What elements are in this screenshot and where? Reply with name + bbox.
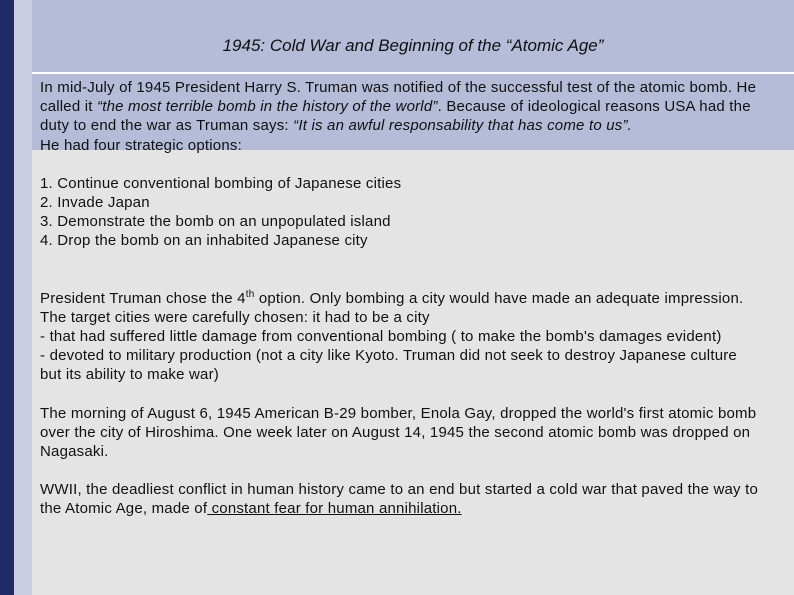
hiroshima-paragraph: The morning of August 6, 1945 American B-29 bomber, Enola Gay, dropped the world's first atomic bomb over the city of Hiroshima. One week later on August 14, 1945 the second atomic bomb was dropped on Nagasaki. (40, 404, 757, 461)
intro-line3: He had four strategic options: (40, 136, 242, 154)
left-margin (14, 0, 32, 595)
slide-title: 1945: Cold War and Beginning of the “Atomic Age” (222, 36, 604, 55)
intro-quote2: “It is an awful responsability that has come to us”. (293, 117, 633, 135)
intro-paragraph (40, 78, 760, 136)
option-4: 4. Drop the bomb on an inhabited Japanese city (40, 232, 368, 250)
option-3: 3. Demonstrate the bomb on an unpopulated island (40, 213, 391, 231)
conclusion-underlined: constant fear for human annihilation. (207, 500, 462, 518)
intro-line1: In mid-July of 1945 President Harry S. Truman was notified of the successful test of the atomic bomb. He called it (40, 79, 757, 116)
accent-bar (0, 0, 14, 595)
intro-quote1: “the most terrible bomb in the history of the world” (97, 98, 438, 116)
intro-line2: . Because of ideological reasons USA had the duty to end the war as Truman says: (40, 98, 751, 135)
choice-post: option. Only bombing a city would have made an adequate impression. The target cities were carefully chosen: it had to be a city (40, 289, 744, 326)
criteria-1: - that had suffered little damage from conventional bombing ( to make the bomb's damages evident) (40, 328, 722, 346)
choice-paragraph (40, 289, 760, 327)
body-text (40, 78, 760, 519)
choice-pre: President Truman chose the 4 (40, 289, 246, 307)
slide-header (32, 0, 794, 74)
option-1: 1. Continue conventional bombing of Japanese cities (40, 174, 402, 192)
slide-body (32, 74, 794, 595)
option-2: 2. Invade Japan (40, 194, 150, 212)
choice-sup: th (245, 288, 255, 300)
criteria-2: - devoted to military production (not a city like Kyoto. Truman did not seek to destroy Japanese culture but its ability to make war) (40, 347, 737, 384)
conclusion-pre: WWII, the deadliest conflict in human history came to an end but started a cold war that paved the way to the Atomic Age, made of (40, 481, 759, 518)
conclusion-paragraph (40, 480, 760, 518)
